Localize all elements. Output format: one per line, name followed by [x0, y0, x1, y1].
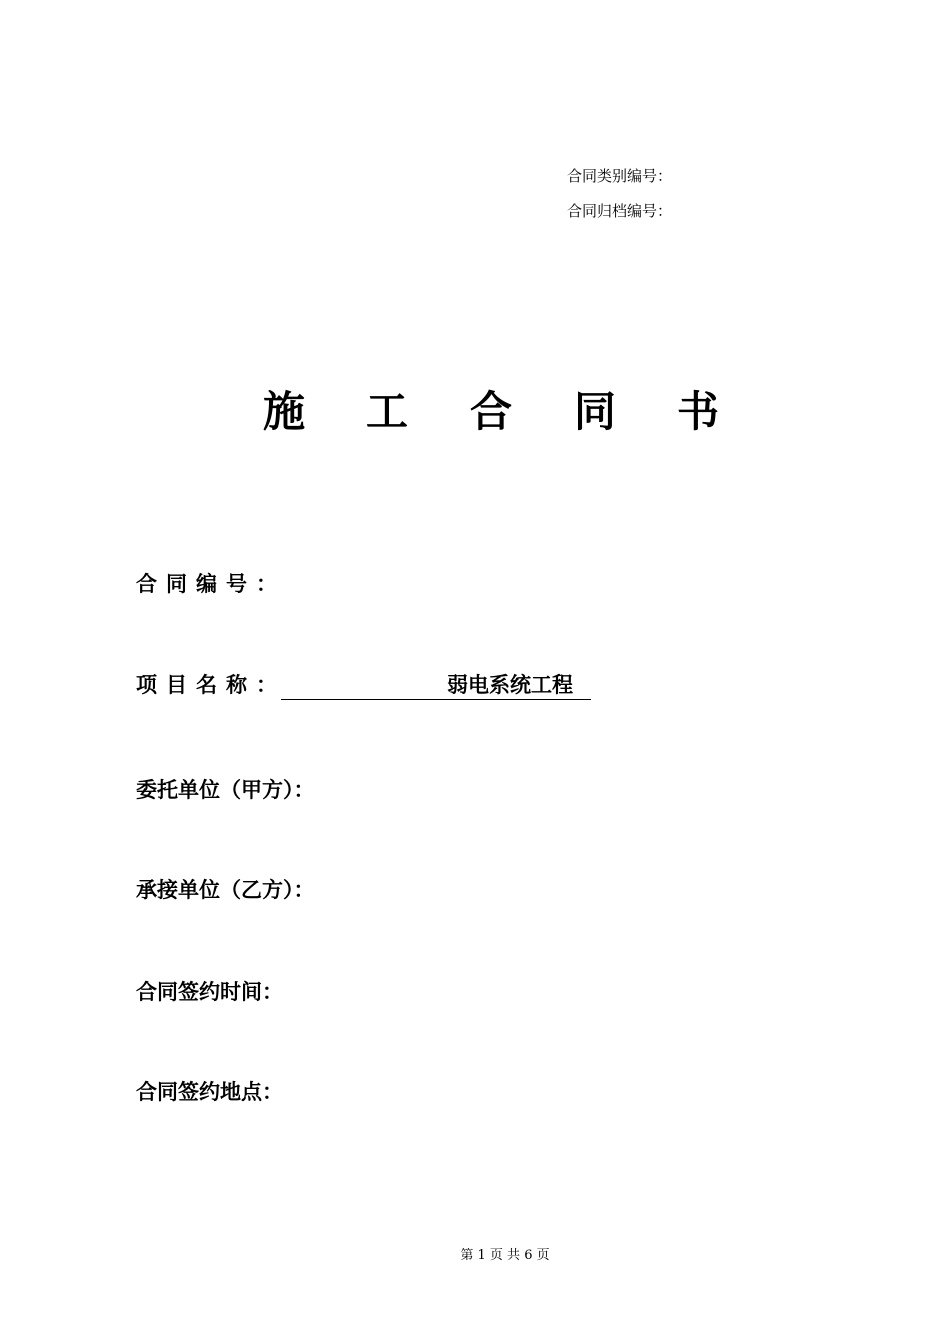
contract-number-label: 合同编号：: [136, 571, 286, 596]
document-title: [0, 384, 950, 444]
contract-archive-number-label: 合同归档编号：: [567, 202, 673, 220]
project-name-value: 弱电系统工程: [447, 672, 573, 697]
page-footer: 第 1 页 共 6 页: [460, 1248, 550, 1263]
project-name-row: [136, 671, 286, 699]
title-char: 施: [262, 387, 305, 436]
signing-time-label: 合同签约时间：: [136, 979, 283, 1004]
contract-category-number-label: 合同类别编号：: [567, 167, 673, 185]
signing-place-label: 合同签约地点：: [136, 1079, 283, 1104]
title-char: 同: [573, 387, 616, 436]
project-name-field: [281, 671, 591, 700]
contractor-party-label: 承接单位（乙方）：: [136, 877, 315, 902]
title-char: 工: [365, 387, 408, 436]
project-name-label: 项目名称：: [136, 672, 286, 697]
title-char: 书: [676, 387, 719, 436]
client-party-label: 委托单位（甲方）：: [136, 777, 315, 802]
title-char: 合: [469, 387, 512, 436]
